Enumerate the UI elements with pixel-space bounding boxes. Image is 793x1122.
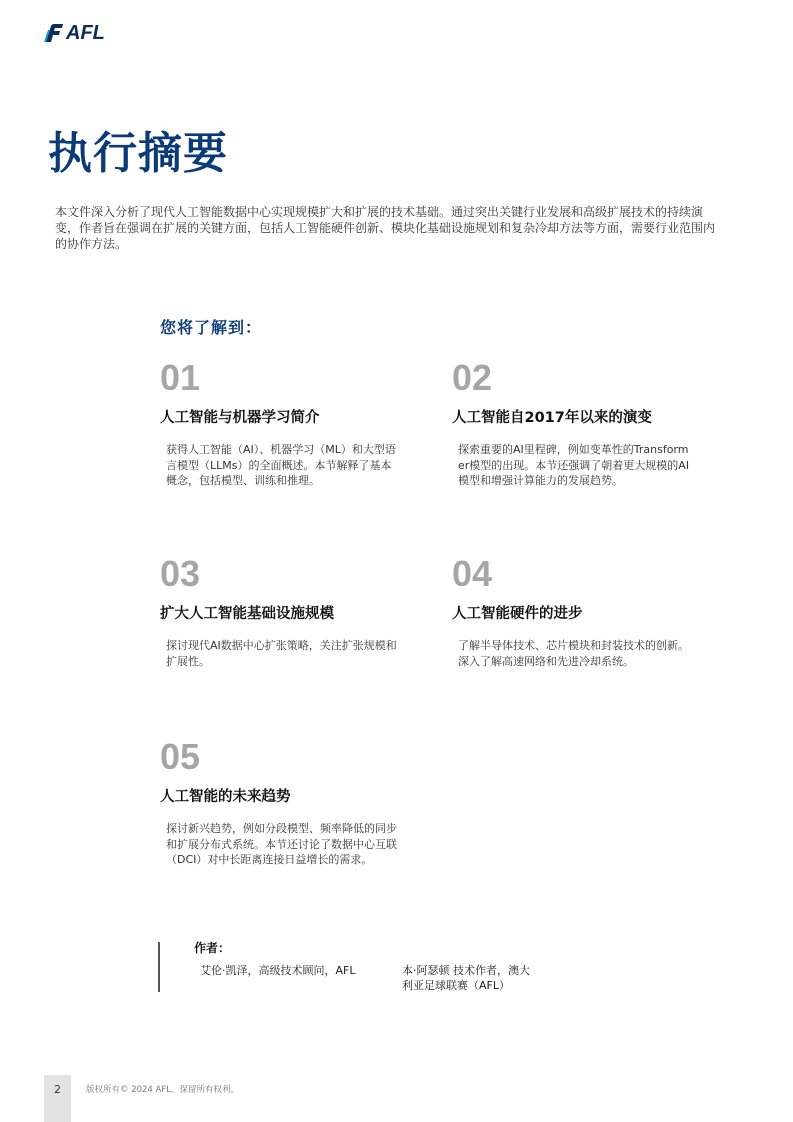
- section-01: [160, 358, 420, 489]
- author-2: 本·阿瑟顿 技术作者，澳大利亚足球联赛（AFL）: [402, 964, 530, 992]
- section-number: 02: [452, 357, 493, 398]
- section-03: [160, 554, 420, 669]
- section-description: 探讨新兴趋势，例如分段模型、频率降低的同步和扩展分布式系统。本节还讨论了数据中心互联（DCI）对中长距离连接日益增长的需求。: [166, 822, 397, 866]
- section-number: 03: [160, 553, 201, 594]
- page-title: 执行摘要: [48, 128, 228, 179]
- authors-label: 作者：: [194, 941, 231, 955]
- section-description: 探讨现代AI数据中心扩张策略，关注扩张规模和扩展性。: [166, 639, 397, 668]
- section-02: [452, 358, 712, 489]
- section-05: [160, 737, 420, 868]
- afl-logo: [44, 22, 105, 44]
- section-description: 了解半导体技术、芯片模块和封装技术的创新。深入了解高速网络和先进冷却系统。: [458, 639, 689, 668]
- section-description: 获得人工智能（AI）、机器学习（ML）和大型语言模型（LLMs）的全面概述。本节解释了基本概念，包括模型、训练和推理。: [166, 443, 396, 487]
- section-title: 人工智能的未来趋势: [160, 789, 291, 805]
- intro-paragraph: 本文件深入分析了现代人工智能数据中心实现规模扩大和扩展的技术基础。通过突出关键行业发展和高级扩展技术的持续演变，作者旨在强调在扩展的关键方面，包括人工智能硬件创新、模块化基础设施规划和复杂冷却方法等方面，需要行业范围内的协作方法。: [55, 205, 716, 251]
- page-number: 2: [54, 1083, 61, 1096]
- section-number: 01: [160, 357, 201, 398]
- page-number-box: [44, 1075, 71, 1122]
- author-divider: [158, 942, 160, 992]
- section-04: [452, 554, 712, 669]
- section-title: 扩大人工智能基础设施规模: [160, 606, 334, 622]
- learn-heading: 您将了解到：: [160, 318, 263, 337]
- logo-text: AFL: [66, 22, 105, 44]
- section-title: 人工智能自2017年以来的演变: [452, 410, 652, 426]
- copyright-footer: 版权所有© 2024 AFL。保留所有权利。: [86, 1085, 239, 1095]
- section-number: 04: [452, 553, 493, 594]
- section-description: 探索重要的AI里程碑，例如变革性的Transformer模型的出现。本节还强调了朝着更大规模的AI模型和增强计算能力的发展趋势。: [458, 443, 690, 487]
- section-title: 人工智能硬件的进步: [452, 606, 583, 622]
- author-1: 艾伦·凯泽，高级技术顾问，AFL: [200, 964, 356, 977]
- section-number: 05: [160, 736, 201, 777]
- section-title: 人工智能与机器学习简介: [160, 410, 320, 426]
- afl-mark-icon: [44, 22, 64, 44]
